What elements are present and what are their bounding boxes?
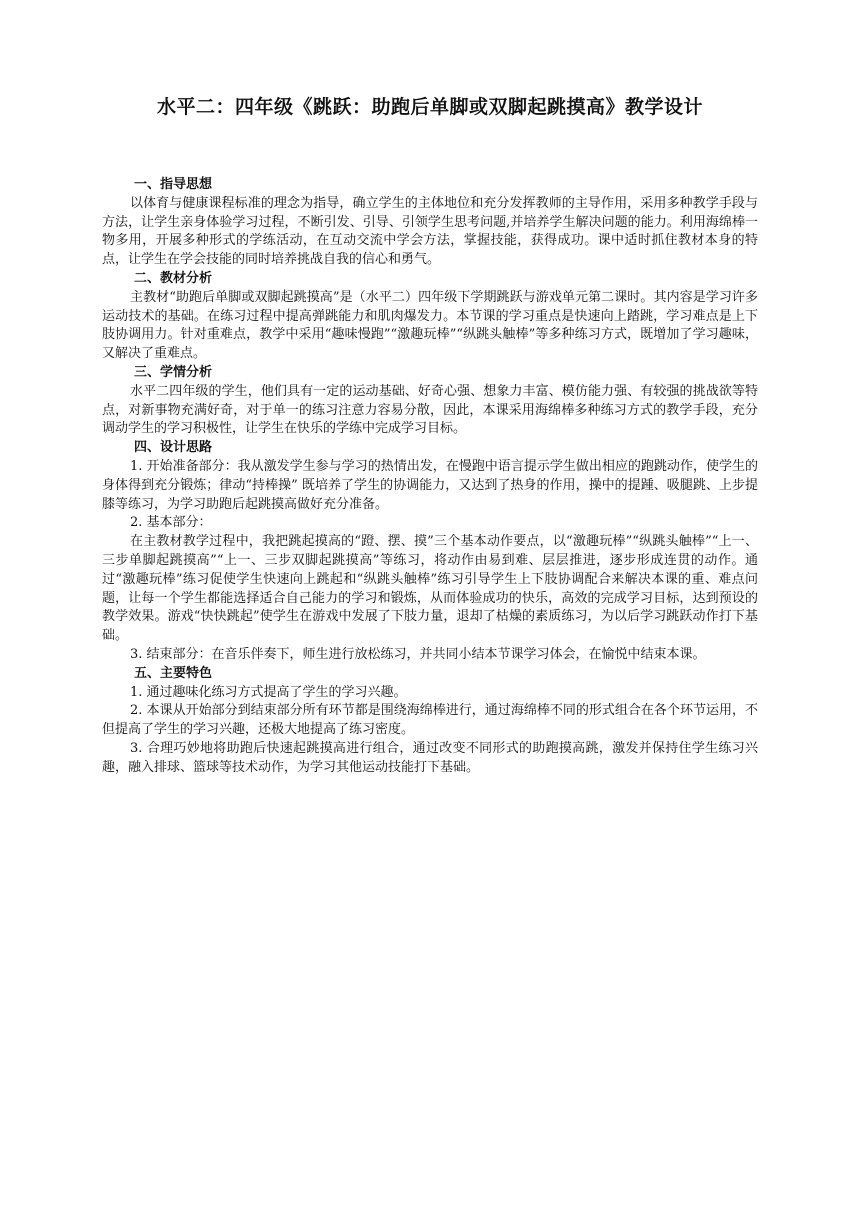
section-paragraph: 1. 开始准备部分：我从激发学生参与学习的热情出发，在慢跑中语言提示学生做出相应的跑跳动作，使学生的身体得到充分锻炼；律动“持棒操” 既培养了学生的协调能力，又达到了热身的作用，操中的提踵、吸腿跳、上步提膝等练习，为学习助跑后起跳摸高做好充分准备。 [102,458,758,512]
section-heading-design-approach: 四、设计思路 [134,440,213,456]
section-paragraph: 2. 本课从开始部分到结束部分所有环节都是围绕海绵棒进行，通过海绵棒不同的形式组合在各个环节运用，不但提高了学生的学习兴趣，还极大地提高了练习密度。 [102,703,758,738]
section-paragraph: 水平二四年级的学生，他们具有一定的运动基础、好奇心强、想象力丰富、模仿能力强、有较强的挑战欲等特点，对新事物充满好奇，对于单一的练习注意力容易分散，因此，本课采用海绵棒多种练习方式的教学手段，充分调动学生的学习积极性，让学生在快乐的学练中完成学习目标。 [102,383,758,437]
section-paragraph: 以体育与健康课程标准的理念为指导，确立学生的主体地位和充分发挥教师的主导作用，采用多种教学手段与方法，让学生亲身体验学习过程，不断引发、引导、引领学生思考问题,并培养学生解决问题的能力。利用海绵棒一物多用，开展多种形式的学练活动，在互动交流中学会方法，掌握技能，获得成功。课中适时抓住教材本身的特点，让学生在学会技能的同时培养挑战自我的信心和勇气。 [102,195,758,268]
document-body [102,176,758,778]
section-paragraph: 1. 通过趣味化练习方式提高了学生的学习兴趣。 [130,684,407,700]
section-paragraph: 3. 合理巧妙地将助跑后快速起跳摸高进行组合，通过改变不同形式的助跑摸高跳，激发并保持住学生练习兴趣，融入排球、篮球等技术动作，为学习其他运动技能打下基础。 [102,740,758,775]
section-heading-student-analysis: 三、学情分析 [134,364,213,380]
document-title: 水平二：四年级《跳跃：助跑后单脚或双脚起跳摸高》教学设计 [156,96,703,118]
section-heading-guiding-ideology: 一、指导思想 [134,177,213,192]
section-paragraph: 3. 结束部分：在音乐伴奏下，师生进行放松练习，并共同小结本节课学习体会，在愉悦中结束本课。 [130,646,706,662]
section-paragraph: 主教材“助跑后单脚或双脚起跳摸高”是（水平二）四年级下学期跳跃与游戏单元第二课时。其内容是学习许多运动技术的基础。在练习过程中提高弹跳能力和肌肉爆发力。本节课的学习重点是快速向上踏跳，学习难点是上下肢协调用力。针对重难点，教学中采用“趣味慢跑”“激趣玩棒”“纵跳头触棒”等多种练习方式，既增加了学习趣味，又解决了重难点。 [102,289,758,362]
section-paragraph: 在主教材教学过程中，我把跳起摸高的“蹬、摆、摸”三个基本动作要点，以“激趣玩棒”“纵跳头触棒”“上一、三步单脚起跳摸高”“上一、三步双脚起跳摸高”等练习，将动作由易到难、层层推进，逐步形成连贯的动作。通过“激趣玩棒”练习促使学生快速向上跳起和“纵跳头触棒”练习引导学生上下肢协调配合来解决本课的重、难点问题，让每一个学生都能选择适合自己能力的学习和锻炼，从而体验成功的快乐，高效的完成学习目标，达到预设的教学效果。游戏“快快跳起”使学生在游戏中发展了下肢力量，退却了枯燥的素质练习，为以后学习跳跃动作打下基础。 [102,534,758,644]
section-heading-main-features: 五、主要特色 [134,665,213,681]
section-paragraph: 2. 基本部分： [130,515,212,531]
section-heading-material-analysis: 二、教材分析 [134,270,213,286]
